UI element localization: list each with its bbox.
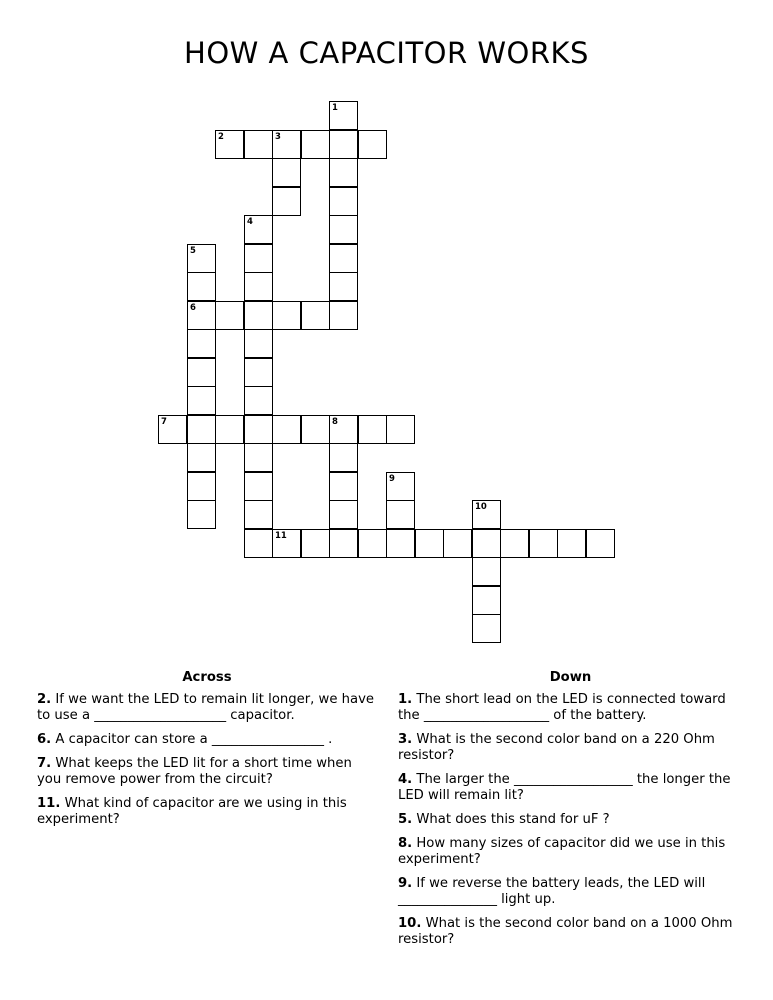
grid-cell[interactable] xyxy=(272,301,301,330)
grid-cell[interactable] xyxy=(187,244,216,273)
clue-number: 9. xyxy=(398,876,413,891)
grid-cell[interactable] xyxy=(187,443,216,472)
across-clues xyxy=(37,670,377,836)
grid-cell[interactable] xyxy=(329,443,358,472)
clue-text: How many sizes of capacitor did we use in this experiment? xyxy=(398,836,726,867)
down-clue xyxy=(398,876,743,908)
across-clue-list xyxy=(37,692,377,828)
grid-cell[interactable] xyxy=(244,301,273,330)
clue-number: 4. xyxy=(398,772,413,787)
clue-number: 7. xyxy=(37,756,52,771)
grid-cell[interactable] xyxy=(529,529,558,558)
grid-cell[interactable] xyxy=(244,329,273,358)
grid-cell[interactable] xyxy=(443,529,472,558)
grid-cell[interactable] xyxy=(386,472,415,501)
grid-cell[interactable] xyxy=(187,472,216,501)
grid-cell[interactable] xyxy=(557,529,586,558)
grid-cell[interactable] xyxy=(472,586,501,615)
across-clue xyxy=(37,756,377,788)
grid-cell[interactable] xyxy=(187,415,216,444)
grid-cell[interactable] xyxy=(244,358,273,387)
across-heading: Across xyxy=(182,670,232,685)
clue-number: 10. xyxy=(398,916,422,931)
grid-cell[interactable] xyxy=(386,500,415,529)
cell-number: 6 xyxy=(190,303,196,313)
across-clue xyxy=(37,796,377,828)
clue-number: 8. xyxy=(398,836,413,851)
clue-text: The larger the __________________ the longer the LED will remain lit? xyxy=(398,772,731,803)
cell-number: 10 xyxy=(475,502,487,512)
grid-cell[interactable] xyxy=(329,415,358,444)
grid-cell[interactable] xyxy=(329,472,358,501)
grid-cell[interactable] xyxy=(329,215,358,244)
grid-cell[interactable] xyxy=(301,529,330,558)
grid-cell[interactable] xyxy=(415,529,444,558)
grid-cell[interactable] xyxy=(272,130,301,159)
clue-text: What kind of capacitor are we using in this experiment? xyxy=(37,796,347,827)
grid-cell[interactable] xyxy=(472,557,501,586)
grid-cell[interactable] xyxy=(472,529,501,558)
clue-text: A capacitor can store a _________________ . xyxy=(55,732,333,747)
grid-cell[interactable] xyxy=(386,529,415,558)
grid-cell[interactable] xyxy=(187,301,216,330)
cell-number: 9 xyxy=(389,474,395,484)
grid-cell[interactable] xyxy=(386,415,415,444)
grid-cell[interactable] xyxy=(244,500,273,529)
clue-text: The short lead on the LED is connected toward the ___________________ of the battery. xyxy=(398,692,726,723)
clue-text: What does this stand for uF ? xyxy=(416,812,610,827)
grid-cell[interactable] xyxy=(187,500,216,529)
grid-cell[interactable] xyxy=(301,415,330,444)
puzzle-title: HOW A CAPACITOR WORKS xyxy=(184,36,589,70)
down-clue xyxy=(398,812,743,828)
grid-cell[interactable] xyxy=(329,101,358,130)
cell-number: 7 xyxy=(161,417,167,427)
across-clue xyxy=(37,732,377,748)
cell-number: 2 xyxy=(218,132,224,142)
grid-cell[interactable] xyxy=(244,244,273,273)
grid-cell[interactable] xyxy=(358,415,387,444)
grid-cell[interactable] xyxy=(329,301,358,330)
grid-cell[interactable] xyxy=(187,386,216,415)
grid-cell[interactable] xyxy=(244,472,273,501)
clue-text: If we reverse the battery leads, the LED will _______________ light up. xyxy=(398,876,706,907)
grid-cell[interactable] xyxy=(329,130,358,159)
grid-cell[interactable] xyxy=(244,386,273,415)
clue-text: What is the second color band on a 220 Ohm resistor? xyxy=(398,732,715,763)
grid-cell[interactable] xyxy=(272,158,301,187)
grid-cell[interactable] xyxy=(329,187,358,216)
down-clue xyxy=(398,732,743,764)
grid-cell[interactable] xyxy=(244,415,273,444)
grid-cell[interactable] xyxy=(472,614,501,643)
cell-number: 8 xyxy=(332,417,338,427)
clue-number: 1. xyxy=(398,692,413,707)
clue-number: 5. xyxy=(398,812,413,827)
grid-cell[interactable] xyxy=(472,500,501,529)
grid-cell[interactable] xyxy=(244,215,273,244)
cell-number: 4 xyxy=(247,217,253,227)
across-clue xyxy=(37,692,377,724)
grid-cell[interactable] xyxy=(358,529,387,558)
grid-cell[interactable] xyxy=(244,443,273,472)
grid-cell[interactable] xyxy=(244,529,273,558)
grid-cell[interactable] xyxy=(358,130,387,159)
down-clues xyxy=(398,670,743,956)
grid-cell[interactable] xyxy=(272,529,301,558)
clue-number: 6. xyxy=(37,732,52,747)
clue-number: 11. xyxy=(37,796,61,811)
grid-cell[interactable] xyxy=(158,415,187,444)
clue-text: What is the second color band on a 1000 Ohm resistor? xyxy=(398,916,733,947)
grid-cell[interactable] xyxy=(586,529,615,558)
grid-cell[interactable] xyxy=(215,415,244,444)
grid-cell[interactable] xyxy=(500,529,529,558)
clue-number: 3. xyxy=(398,732,413,747)
grid-cell[interactable] xyxy=(329,158,358,187)
down-clue-list xyxy=(398,692,743,948)
grid-cell[interactable] xyxy=(215,130,244,159)
cell-number: 11 xyxy=(275,531,287,541)
grid-cell[interactable] xyxy=(329,500,358,529)
grid-cell[interactable] xyxy=(187,329,216,358)
grid-cell[interactable] xyxy=(187,358,216,387)
cell-number: 3 xyxy=(275,132,281,142)
down-clue xyxy=(398,692,743,724)
grid-cell[interactable] xyxy=(244,130,273,159)
grid-cell[interactable] xyxy=(301,301,330,330)
clue-text: What keeps the LED lit for a short time when you remove power from the circuit? xyxy=(37,756,352,787)
grid-cell[interactable] xyxy=(301,130,330,159)
grid-cell[interactable] xyxy=(329,272,358,301)
grid-cell[interactable] xyxy=(272,187,301,216)
cell-number: 1 xyxy=(332,103,338,113)
grid-cell[interactable] xyxy=(187,272,216,301)
clue-text: If we want the LED to remain lit longer, we have to use a ____________________ capacitor. xyxy=(37,692,374,723)
grid-cell[interactable] xyxy=(329,529,358,558)
grid-cell[interactable] xyxy=(329,244,358,273)
cell-number: 5 xyxy=(190,246,196,256)
down-clue xyxy=(398,772,743,804)
grid-cell[interactable] xyxy=(244,272,273,301)
grid-cell[interactable] xyxy=(215,301,244,330)
clue-number: 2. xyxy=(37,692,52,707)
down-heading: Down xyxy=(549,670,592,685)
down-clue xyxy=(398,916,743,948)
down-clue xyxy=(398,836,743,868)
grid-cell[interactable] xyxy=(272,415,301,444)
